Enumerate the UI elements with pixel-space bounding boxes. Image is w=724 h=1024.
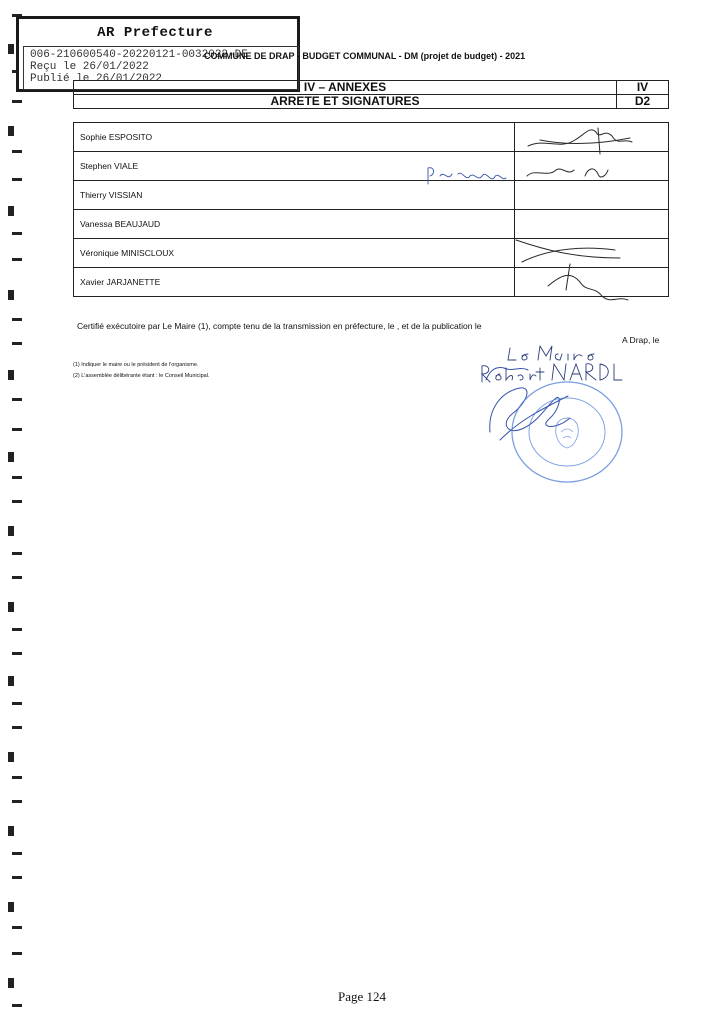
annex-number: IV <box>617 81 669 95</box>
signatory-name: Stephen VIALE <box>74 152 515 181</box>
binder-mark <box>12 726 22 729</box>
binder-mark <box>8 826 14 836</box>
town-hall-seal <box>505 376 629 488</box>
binder-mark <box>12 100 22 103</box>
annex-heading-table <box>73 80 669 109</box>
binder-mark <box>8 526 14 536</box>
signatory-name: Véronique MINISCLOUX <box>74 239 515 268</box>
section-title: ARRETE ET SIGNATURES <box>74 95 617 109</box>
binder-mark <box>12 628 22 631</box>
table-row <box>74 268 669 297</box>
signatory-name: Vanessa BEAUJAUD <box>74 210 515 239</box>
stamp-received-date: Reçu le 26/01/2022 <box>30 61 149 73</box>
binder-mark <box>12 776 22 779</box>
binder-mark <box>8 44 14 54</box>
binder-mark <box>8 452 14 462</box>
table-row <box>74 210 669 239</box>
stamp-title: AR Prefecture <box>97 25 213 41</box>
binder-mark <box>8 902 14 912</box>
binder-mark <box>12 428 22 431</box>
binder-mark <box>8 752 14 762</box>
signature-cell <box>515 152 669 181</box>
binder-mark <box>12 342 22 345</box>
binder-mark <box>12 576 22 579</box>
certification-text: Certifié exécutoire par Le Maire (1), compte tenu de la transmission en préfecture, le , et de la publication le <box>77 321 482 331</box>
signatures-table <box>73 122 669 297</box>
page-number: Page 124 <box>337 989 387 1004</box>
binder-mark <box>12 150 22 153</box>
footnote: (1) Indiquer le maire ou le président de l'organisme. <box>73 362 199 368</box>
annex-title: IV – ANNEXES <box>74 81 617 95</box>
binder-mark <box>12 800 22 803</box>
signature-cell <box>515 123 669 152</box>
table-row <box>74 181 669 210</box>
binder-mark <box>8 290 14 300</box>
stamp-published-date: Publié le 26/01/2022 <box>30 73 163 85</box>
table-row <box>74 152 669 181</box>
place-date: A Drap, le <box>622 335 660 345</box>
binder-mark <box>12 318 22 321</box>
footnote: (2) L'assemblée délibérante étant : le Conseil Municipal. <box>73 373 210 379</box>
binder-mark <box>12 232 22 235</box>
binder-mark <box>12 398 22 401</box>
binder-mark <box>12 500 22 503</box>
signature-cell <box>515 239 669 268</box>
signatory-name: Thierry VISSIAN <box>74 181 515 210</box>
binder-margin-marks <box>0 0 30 1024</box>
binder-mark <box>8 602 14 612</box>
binder-mark <box>8 676 14 686</box>
binder-mark <box>8 206 14 216</box>
binder-mark <box>12 652 22 655</box>
signatory-name: Sophie ESPOSITO <box>74 123 515 152</box>
binder-mark <box>12 178 22 181</box>
table-row <box>74 239 669 268</box>
signature-cell <box>515 210 669 239</box>
signature-cell <box>515 181 669 210</box>
signature-cell <box>515 268 669 297</box>
binder-mark <box>8 370 14 380</box>
binder-mark <box>12 258 22 261</box>
binder-mark <box>12 852 22 855</box>
stamp-reference: 006-210600540-20220121-0032022-DE <box>30 49 248 61</box>
signatory-name: Xavier JARJANETTE <box>74 268 515 297</box>
table-row <box>74 123 669 152</box>
binder-mark <box>8 126 14 136</box>
binder-mark <box>8 978 14 988</box>
binder-mark <box>12 952 22 955</box>
binder-mark <box>12 702 22 705</box>
binder-mark <box>12 876 22 879</box>
binder-mark <box>12 926 22 929</box>
binder-mark <box>12 552 22 555</box>
section-code: D2 <box>617 95 669 109</box>
document-header: COMMUNE DE DRAP - BUDGET COMMUNAL - DM (projet de budget) - 2021 <box>204 51 526 61</box>
binder-mark <box>12 476 22 479</box>
